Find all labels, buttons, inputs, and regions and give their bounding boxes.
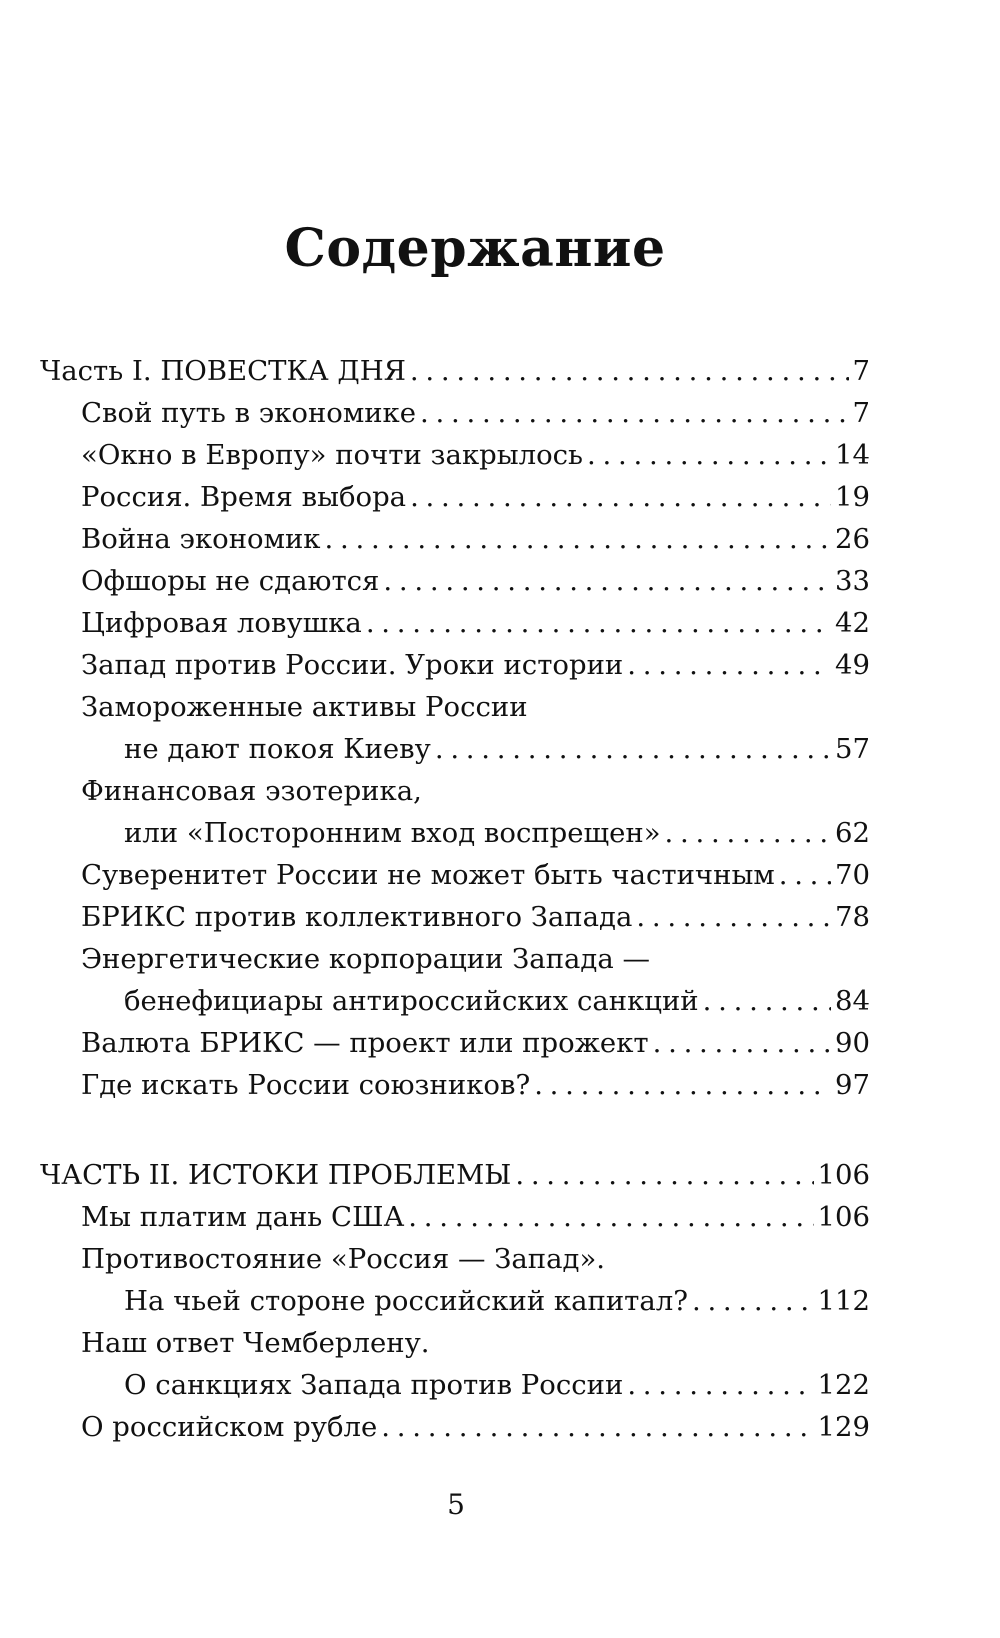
dot-leader <box>366 602 831 644</box>
dot-leader <box>381 1406 813 1448</box>
toc-entry <box>40 434 870 476</box>
dot-leader <box>383 560 831 602</box>
entry-title: О санкциях Запада против России <box>124 1369 624 1401</box>
toc-entry <box>40 1022 870 1064</box>
entry-title: Противостояние «Россия — Запад». <box>81 1243 606 1275</box>
entry-title: Часть I. ПОВЕСТКА ДНЯ <box>40 355 406 387</box>
toc-entry <box>40 1196 870 1238</box>
dot-leader <box>627 644 831 686</box>
toc-part <box>40 1154 870 1448</box>
entry-page-number: 90 <box>835 1027 870 1059</box>
entry-page-number: 7 <box>852 355 870 387</box>
toc-entry <box>40 812 870 854</box>
dot-leader <box>410 476 831 518</box>
toc-entry <box>40 770 870 812</box>
dot-leader <box>779 854 831 896</box>
entry-page-number: 70 <box>835 859 870 891</box>
toc-entry <box>40 1322 870 1364</box>
entry-title: Валюта БРИКС — проект или прожект <box>81 1027 649 1059</box>
toc-entry <box>40 1238 870 1280</box>
entry-title: Суверенитет России не может быть частичным <box>81 859 775 891</box>
dot-leader <box>534 1064 831 1106</box>
dot-leader <box>692 1280 814 1322</box>
entry-page-number: 7 <box>852 397 870 429</box>
toc-entry <box>40 1406 870 1448</box>
entry-title: Россия. Время выбора <box>81 481 407 513</box>
toc-entry <box>40 644 870 686</box>
entry-title: Офшоры не сдаются <box>81 565 380 597</box>
entry-page-number: 84 <box>835 985 870 1017</box>
dot-leader <box>587 434 831 476</box>
entry-page-number: 57 <box>835 733 870 765</box>
entry-title: не дают покоя Киеву <box>124 733 431 765</box>
entry-title: Свой путь в экономике <box>81 397 417 429</box>
dot-leader <box>410 350 849 392</box>
toc-entry <box>40 896 870 938</box>
dot-leader <box>435 728 831 770</box>
entry-page-number: 49 <box>835 649 870 681</box>
entry-page-number: 106 <box>817 1159 870 1191</box>
toc-entry <box>40 602 870 644</box>
dot-leader <box>325 518 832 560</box>
entry-page-number: 106 <box>817 1201 870 1233</box>
toc-part-heading <box>40 350 870 392</box>
entry-page-number: 112 <box>817 1285 870 1317</box>
dot-leader <box>408 1196 813 1238</box>
toc-entry <box>40 1064 870 1106</box>
entry-title: Война экономик <box>81 523 321 555</box>
dot-leader <box>420 392 848 434</box>
entry-title: О российском рубле <box>81 1411 378 1443</box>
entry-title: БРИКС против коллективного Запада <box>81 901 633 933</box>
toc-entry <box>40 854 870 896</box>
entry-title: Где искать России союзников? <box>81 1069 531 1101</box>
entry-page-number: 129 <box>817 1411 870 1443</box>
toc-part-heading <box>40 1154 870 1196</box>
entry-page-number: 14 <box>835 439 870 471</box>
dot-leader <box>665 812 831 854</box>
dot-leader <box>653 1022 831 1064</box>
toc-entry <box>40 560 870 602</box>
dot-leader <box>627 1364 813 1406</box>
entry-page-number: 33 <box>835 565 870 597</box>
dot-leader <box>636 896 831 938</box>
entry-title: бенефициары антироссийских санкций <box>124 985 699 1017</box>
entry-title: На чьей стороне российский капитал? <box>124 1285 688 1317</box>
page-number: 5 <box>447 1488 465 1521</box>
entry-title: Замороженные активы России <box>81 691 528 723</box>
dot-leader <box>703 980 831 1022</box>
entry-title: ЧАСТЬ II. ИСТОКИ ПРОБЛЕМЫ <box>40 1159 512 1191</box>
entry-title: Энергетические корпорации Запада — <box>81 943 651 975</box>
toc-entry <box>40 518 870 560</box>
entry-page-number: 42 <box>835 607 870 639</box>
entry-page-number: 97 <box>835 1069 870 1101</box>
dot-leader <box>515 1154 813 1196</box>
entry-title: или «Посторонним вход воспрещен» <box>124 817 661 849</box>
toc-entry <box>40 938 870 980</box>
page-title: Содержание <box>284 218 666 279</box>
entry-title: Цифровая ловушка <box>81 607 362 639</box>
toc-entry <box>40 980 870 1022</box>
entry-title: Мы платим дань США <box>81 1201 405 1233</box>
table-of-contents <box>40 350 870 1496</box>
entry-page-number: 19 <box>835 481 870 513</box>
entry-page-number: 62 <box>835 817 870 849</box>
toc-entry <box>40 686 870 728</box>
entry-page-number: 26 <box>835 523 870 555</box>
toc-entry <box>40 392 870 434</box>
toc-entry <box>40 1364 870 1406</box>
entry-page-number: 122 <box>817 1369 870 1401</box>
toc-entry <box>40 1280 870 1322</box>
entry-title: Запад против России. Уроки истории <box>81 649 624 681</box>
entry-page-number: 78 <box>835 901 870 933</box>
entry-title: «Окно в Европу» почти закрылось <box>81 439 584 471</box>
entry-title: Финансовая эзотерика, <box>81 775 422 807</box>
toc-part <box>40 350 870 1106</box>
entry-title: Наш ответ Чемберлену. <box>81 1327 430 1359</box>
toc-entry <box>40 728 870 770</box>
toc-entry <box>40 476 870 518</box>
